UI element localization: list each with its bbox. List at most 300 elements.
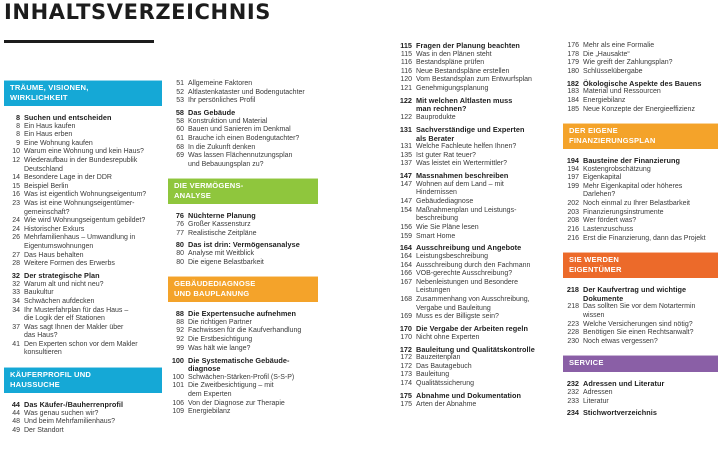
- entry-title: [583, 174, 621, 183]
- entry-title-line: Energiebilanz: [188, 408, 231, 416]
- page-number: 164: [400, 253, 412, 260]
- entry-title: [416, 279, 518, 296]
- entry-title-line: Wie greift der Zahlungsplan?: [583, 59, 673, 67]
- section-header-line: UND BAUPLANUNG: [174, 288, 250, 298]
- page-number: 122: [399, 95, 412, 105]
- section-header-line: SERVICE: [569, 358, 604, 368]
- toc-entry[interactable]: [168, 144, 318, 153]
- entry-title-line: Ausschreibung durch den Fachmann: [416, 261, 531, 269]
- page-number: 115: [400, 50, 412, 58]
- entry-title: [24, 123, 75, 132]
- toc-entry[interactable]: [396, 76, 550, 85]
- page-number: 76: [176, 220, 184, 228]
- entry-title-line: Mit welchen Altlasten muss: [416, 95, 513, 105]
- entry-title-line: man rechnen?: [416, 104, 467, 114]
- entry-title-line: Realistische Zeitpläne: [188, 229, 257, 237]
- entry-title-line: Analyse mit Weitblick: [188, 250, 255, 257]
- page-number: 179: [567, 59, 579, 67]
- entry-title-line: das Haus?: [24, 332, 58, 340]
- toc-entry[interactable]: [168, 374, 318, 383]
- page-number: 80: [176, 250, 184, 257]
- toc-entry[interactable]: [168, 152, 318, 169]
- entry-title-line: Noch einmal zu Ihrer Belastbarkeit: [583, 200, 690, 208]
- entry-title-line: Erst die Finanzierung, dann das Projekt: [583, 234, 706, 242]
- toc-entry[interactable]: [563, 389, 718, 398]
- entry-title: [583, 209, 664, 218]
- toc-entry[interactable]: [4, 217, 162, 226]
- toc-chapter-entry[interactable]: [396, 126, 550, 143]
- entry-title-line: Die eigene Belastbarkeit: [188, 258, 264, 266]
- toc-entry[interactable]: [396, 233, 550, 242]
- toc-entry[interactable]: [168, 230, 318, 239]
- toc-chapter-entry[interactable]: [563, 409, 718, 418]
- entry-title: [583, 303, 695, 320]
- toc-entry[interactable]: [168, 319, 318, 328]
- toc-chapter-entry[interactable]: [396, 325, 550, 334]
- entry-title-line: Mehr Eigenkapital oder höheres: [583, 182, 683, 190]
- entry-title: [188, 357, 289, 374]
- entry-title: [416, 172, 508, 181]
- toc-entry[interactable]: [396, 334, 550, 343]
- entry-title-line: Wohnen auf dem Land – mit: [416, 180, 504, 188]
- toc-chapter-entry[interactable]: [396, 392, 550, 401]
- entry-title: [188, 230, 256, 239]
- toc-entry[interactable]: [396, 380, 550, 389]
- toc-entry[interactable]: [4, 281, 162, 290]
- entry-title-line: In die Zukunft denken: [188, 143, 256, 151]
- entry-title-line: Kostengrobschätzung: [583, 165, 651, 173]
- toc-entry[interactable]: [396, 279, 550, 296]
- page-number: 176: [567, 42, 579, 49]
- toc-entry[interactable]: [396, 143, 550, 152]
- toc-entry[interactable]: [396, 207, 550, 224]
- toc-entry[interactable]: [168, 221, 318, 230]
- entry-title-line: Ein Haus erben: [24, 131, 73, 139]
- page-number: 168: [400, 296, 412, 303]
- page-number: 92: [176, 336, 184, 343]
- toc-entry[interactable]: [563, 226, 718, 235]
- toc-entry[interactable]: [168, 336, 318, 345]
- entry-title-line: beschreibung: [416, 215, 459, 223]
- toc-entry[interactable]: [396, 354, 550, 363]
- entry-title-line: Das sollten Sie vor dem Notartermin: [583, 303, 696, 311]
- toc-entry[interactable]: [563, 174, 718, 183]
- page-number: 69: [176, 152, 184, 160]
- entry-title: [24, 200, 135, 217]
- page-number: 232: [567, 388, 579, 396]
- toc-entry[interactable]: [396, 181, 550, 198]
- toc-entry[interactable]: [396, 270, 550, 279]
- entry-title: [24, 410, 98, 419]
- page-number: 175: [399, 390, 412, 400]
- entry-title: [24, 298, 94, 307]
- entry-title: [188, 109, 235, 118]
- entry-title-line: Stichwortverzeichnis: [583, 408, 657, 418]
- entry-title: [583, 389, 613, 398]
- entry-title: [583, 398, 609, 407]
- toc-entry[interactable]: [563, 106, 718, 115]
- entry-title-line: Das Haus behalten: [24, 251, 84, 259]
- toc-entry[interactable]: [396, 401, 550, 410]
- entry-title-line: Was genau suchen wir?: [24, 409, 99, 417]
- toc-chapter-entry[interactable]: [396, 97, 550, 114]
- toc-entry[interactable]: [168, 80, 318, 89]
- page-number: 44: [12, 409, 20, 417]
- entry-title: [188, 336, 252, 345]
- page-number: 234: [566, 408, 579, 418]
- toc-chapter-entry[interactable]: [168, 109, 318, 118]
- entry-title-line: Das ist drin: Vermögensanalyse: [188, 240, 300, 250]
- page-number: 135: [400, 151, 412, 159]
- toc-chapter-entry[interactable]: [396, 42, 550, 51]
- section-header-line: HAUSSUCHE: [10, 379, 60, 389]
- page-number: 203: [567, 208, 579, 216]
- entry-title: [188, 319, 252, 328]
- toc-chapter-entry[interactable]: [4, 114, 162, 123]
- toc-entry[interactable]: [396, 59, 550, 68]
- toc-entry[interactable]: [168, 345, 318, 354]
- entry-title-line: Das Käufer-/Bauherrenprofil: [24, 400, 124, 410]
- toc-entry[interactable]: [396, 224, 550, 233]
- entry-title-line: wissen: [583, 311, 605, 319]
- entry-title: [24, 418, 115, 427]
- toc-entry[interactable]: [396, 253, 550, 262]
- toc-entry[interactable]: [396, 198, 550, 207]
- page-number: 218: [567, 303, 579, 311]
- page-number: 167: [400, 278, 412, 286]
- page-number: 26: [12, 234, 20, 242]
- toc-entry[interactable]: [168, 97, 318, 106]
- entry-title-line: Schwächen-Stärken-Profil (S-S-P): [188, 373, 295, 381]
- entry-title: [583, 166, 651, 175]
- entry-title: [24, 140, 93, 149]
- entry-title-line: Dokumente: [583, 293, 624, 303]
- toc-chapter-entry[interactable]: [396, 172, 550, 181]
- entry-title: [24, 226, 84, 235]
- toc-entry[interactable]: [4, 174, 162, 183]
- entry-title: [416, 401, 476, 410]
- entry-title-line: Historischer Exkurs: [24, 225, 85, 233]
- toc-entry[interactable]: [563, 59, 718, 68]
- page-number: 197: [567, 174, 579, 182]
- toc-entry[interactable]: [563, 209, 718, 218]
- entry-title-line: Eigentumswohnungen: [24, 242, 94, 250]
- entry-title-line: Bauen und Sanieren im Denkmal: [188, 126, 291, 134]
- toc-entry[interactable]: [563, 183, 718, 200]
- page-number: 80: [176, 258, 184, 266]
- entry-title-line: Die Systematische Gebäude-: [188, 355, 290, 365]
- entry-title: [24, 307, 128, 324]
- toc-entry[interactable]: [4, 183, 162, 192]
- entry-title-line: Leistungsbeschreibung: [416, 253, 488, 260]
- toc-entry[interactable]: [563, 51, 718, 60]
- toc-entry[interactable]: [4, 418, 162, 427]
- toc-entry[interactable]: [396, 68, 550, 77]
- entry-title-line: Was leistet ein Wertermittler?: [416, 160, 508, 168]
- entry-title: [583, 409, 657, 418]
- entry-title-line: Und beim Mehrfamilienhaus?: [24, 418, 116, 426]
- entry-title: [583, 321, 693, 330]
- entry-title-line: Warum alt und nicht neu?: [24, 280, 104, 288]
- entry-title: [416, 313, 499, 322]
- page-number: 37: [12, 323, 20, 331]
- entry-title-line: Fragen der Planung beachten: [416, 41, 520, 50]
- page-number: 24: [12, 217, 20, 225]
- toc-entry[interactable]: [396, 160, 550, 169]
- entry-title-line: Bauprodukte: [416, 114, 456, 122]
- entry-title: [188, 408, 230, 417]
- toc-entry[interactable]: [168, 259, 318, 268]
- toc-entry[interactable]: [4, 410, 162, 419]
- toc-entry[interactable]: [563, 235, 718, 244]
- entry-title: [416, 85, 488, 94]
- page-number: 41: [12, 340, 20, 348]
- toc-entry[interactable]: [168, 126, 318, 135]
- toc-entry[interactable]: [563, 321, 718, 330]
- entry-title: [188, 80, 252, 89]
- entry-title-line: Den Experten schon vor dem Makler: [24, 340, 138, 348]
- entry-title: [583, 217, 636, 226]
- toc-entry[interactable]: [563, 166, 718, 175]
- entry-title-line: Warum eine Wohnung und kein Haus?: [24, 148, 144, 156]
- entry-title-line: Die Erstbesichtigung: [188, 336, 253, 343]
- toc-entry[interactable]: [396, 262, 550, 271]
- entry-title: [416, 152, 476, 161]
- entry-title-line: diagnose: [188, 364, 221, 374]
- toc-entry[interactable]: [4, 226, 162, 235]
- entry-title: [24, 272, 100, 281]
- page-number: 233: [567, 397, 579, 405]
- page-number: 92: [176, 327, 184, 335]
- toc-entry[interactable]: [563, 329, 718, 338]
- entry-title: [24, 148, 144, 157]
- toc-entry[interactable]: [563, 217, 718, 226]
- page-number: 185: [567, 105, 579, 113]
- toc-entry[interactable]: [4, 289, 162, 298]
- page-number: 44: [11, 400, 20, 410]
- page-number: 109: [172, 408, 184, 416]
- entry-title-line: Was lassen Flächennutzungsplan: [188, 152, 293, 160]
- entry-title: [583, 226, 633, 235]
- entry-title-line: Ist guter Rat teuer?: [416, 151, 476, 159]
- page-number: 183: [567, 88, 579, 96]
- toc-chapter-entry[interactable]: [168, 241, 318, 250]
- page-number: 116: [400, 59, 412, 67]
- toc-entry[interactable]: [168, 382, 318, 399]
- page-number: 51: [176, 80, 184, 87]
- entry-title-line: Wie wird Wohnungseigentum gebildet?: [24, 217, 146, 225]
- toc-entry[interactable]: [396, 296, 550, 313]
- toc-entry[interactable]: [563, 42, 718, 51]
- entry-title: [24, 281, 104, 290]
- entry-title-line: Suchen und entscheiden: [24, 113, 112, 122]
- entry-title: [583, 157, 680, 166]
- entry-title-line: Vergabe und Bauleitung: [416, 304, 491, 312]
- entry-title: [188, 310, 296, 319]
- toc-entry[interactable]: [4, 200, 162, 217]
- toc-entry[interactable]: [4, 191, 162, 200]
- toc-entry[interactable]: [168, 89, 318, 98]
- toc-entry[interactable]: [563, 88, 718, 97]
- page-number: 147: [399, 171, 412, 181]
- entry-title-line: Der strategische Plan: [24, 271, 100, 281]
- toc-entry[interactable]: [4, 427, 162, 436]
- section-header-line: SIE WERDEN: [569, 255, 620, 265]
- toc-entry[interactable]: [563, 68, 718, 77]
- page-number: 137: [400, 160, 412, 168]
- entry-title-line: Bausteine der Finanzierung: [583, 156, 680, 166]
- page-number: 115: [400, 41, 412, 50]
- entry-title-line: Nebenleistungen und Besondere: [416, 278, 518, 286]
- entry-title-line: Adressen: [583, 388, 613, 396]
- toc-entry[interactable]: [563, 97, 718, 106]
- page-number: 53: [176, 97, 184, 105]
- page-number: 76: [175, 211, 184, 221]
- toc-entry[interactable]: [168, 408, 318, 417]
- toc-entry[interactable]: [4, 307, 162, 324]
- toc-entry[interactable]: [563, 200, 718, 209]
- toc-entry[interactable]: [396, 363, 550, 372]
- toc-entry[interactable]: [168, 327, 318, 336]
- entry-title-line: Die Vergabe der Arbeiten regeln: [416, 324, 528, 334]
- entry-title-line: Finanzierungsinstrumente: [583, 208, 664, 216]
- entry-title-line: Benötigen Sie einen Rechtsanwalt?: [583, 329, 694, 337]
- toc-entry[interactable]: [396, 313, 550, 322]
- toc-entry[interactable]: [4, 252, 162, 261]
- page-number: 131: [399, 125, 412, 134]
- entry-title-line: konsultieren: [24, 349, 62, 357]
- page-number: 116: [400, 67, 412, 75]
- entry-title: [416, 363, 472, 372]
- entry-title: [583, 97, 625, 106]
- entry-title: [416, 270, 512, 279]
- toc-entry[interactable]: [4, 298, 162, 307]
- entry-title: [188, 89, 305, 98]
- entry-title-line: Energiebilanz: [583, 96, 626, 104]
- entry-title: [188, 382, 274, 399]
- page-number: 172: [399, 344, 412, 354]
- toc-entry[interactable]: [4, 260, 162, 269]
- entry-title-line: Besondere Lage in der DDR: [24, 174, 112, 182]
- toc-chapter-entry[interactable]: [168, 212, 318, 221]
- page-number: 80: [175, 240, 184, 250]
- entry-title-line: Das Gebäude: [188, 108, 236, 118]
- entry-title-line: Arten der Abnahme: [416, 400, 477, 408]
- page-number: 15: [12, 182, 20, 190]
- page-number: 164: [400, 261, 412, 269]
- toc-entry[interactable]: [4, 157, 162, 174]
- toc-entry[interactable]: [4, 324, 162, 341]
- page-number: 8: [16, 122, 20, 130]
- entry-title: [24, 260, 115, 269]
- page-number: 121: [400, 85, 412, 92]
- entry-title-line: Fachwissen für die Kaufverhandlung: [188, 327, 302, 335]
- toc-chapter-entry[interactable]: [563, 286, 718, 303]
- toc-chapter-entry[interactable]: [168, 357, 318, 374]
- section-header-line: DER EIGENE: [569, 126, 618, 136]
- toc-entry[interactable]: [396, 152, 550, 161]
- entry-title: [416, 354, 460, 363]
- toc-entry[interactable]: [563, 303, 718, 320]
- entry-title-line: Gebäudediagnose: [416, 198, 474, 206]
- page-number: 68: [176, 143, 184, 151]
- entry-title: [188, 374, 294, 383]
- toc-chapter-entry[interactable]: [396, 244, 550, 253]
- toc-chapter-entry[interactable]: [563, 380, 718, 389]
- page-number: 172: [400, 362, 412, 370]
- toc-entry[interactable]: [396, 51, 550, 60]
- toc-chapter-entry[interactable]: [396, 346, 550, 355]
- entry-title-line: Nicht ohne Experten: [416, 333, 480, 341]
- entry-title: [24, 341, 138, 358]
- entry-title: [583, 338, 658, 347]
- entry-title-line: Hindernissen: [416, 189, 457, 197]
- entry-title-line: Bauzeitenplan: [416, 354, 461, 362]
- entry-title-line: Nüchterne Planung: [188, 211, 256, 221]
- page-title: INHALTSVERZEICHNIS: [4, 0, 272, 24]
- section-header: [4, 367, 162, 393]
- toc-chapter-entry[interactable]: [4, 401, 162, 410]
- entry-title: [416, 346, 535, 355]
- toc-entry[interactable]: [168, 400, 318, 409]
- toc-entry[interactable]: [168, 250, 318, 259]
- toc-entry[interactable]: [4, 234, 162, 251]
- toc-entry[interactable]: [396, 85, 550, 94]
- entry-title-line: Lastenzuschuss: [583, 225, 634, 233]
- page-number: 199: [567, 182, 579, 190]
- page-number: 216: [567, 234, 579, 242]
- entry-title-line: Was ist eine Wohnungseigentümer-: [24, 200, 135, 207]
- toc-entry[interactable]: [168, 118, 318, 127]
- page-number: 184: [567, 96, 579, 104]
- page-number: 166: [400, 270, 412, 278]
- entry-title: [24, 427, 64, 436]
- entry-title-line: Schlüsselübergabe: [583, 67, 643, 75]
- toc-entry[interactable]: [4, 148, 162, 157]
- entry-title: [24, 234, 135, 251]
- entry-title: [416, 181, 504, 198]
- toc-entry[interactable]: [563, 338, 718, 347]
- toc-chapter-entry[interactable]: [563, 157, 718, 166]
- toc-entry[interactable]: [4, 341, 162, 358]
- toc-entry[interactable]: [396, 114, 550, 123]
- page-number: 147: [400, 180, 412, 188]
- entry-title: [416, 380, 474, 389]
- page-number: 88: [176, 318, 184, 326]
- toc-chapter-entry[interactable]: [4, 272, 162, 281]
- toc-entry[interactable]: [563, 398, 718, 407]
- entry-title-line: Noch etwas vergessen?: [583, 337, 658, 345]
- toc-entry[interactable]: [4, 131, 162, 140]
- entry-title: [416, 371, 449, 380]
- toc-entry[interactable]: [396, 371, 550, 380]
- entry-title: [416, 334, 479, 343]
- entry-title-line: Bestandspläne prüfen: [416, 59, 485, 67]
- toc-chapter-entry[interactable]: [168, 310, 318, 319]
- entry-title-line: Vom Bestandsplan zum Entwurfsplan: [416, 76, 532, 84]
- page-number: 24: [12, 225, 20, 233]
- section-header-line: TRÄUME, VISIONEN,: [10, 83, 89, 92]
- toc-entry[interactable]: [168, 135, 318, 144]
- toc-entry[interactable]: [4, 140, 162, 149]
- entry-title: [583, 80, 701, 89]
- entry-title-line: Beispiel Berlin: [24, 182, 69, 190]
- entry-title: [188, 118, 267, 127]
- entry-title-line: Abnahme und Dokumentation: [416, 390, 522, 400]
- toc-entry[interactable]: [4, 123, 162, 132]
- page-number: 131: [400, 143, 412, 151]
- toc-chapter-entry[interactable]: [563, 80, 718, 89]
